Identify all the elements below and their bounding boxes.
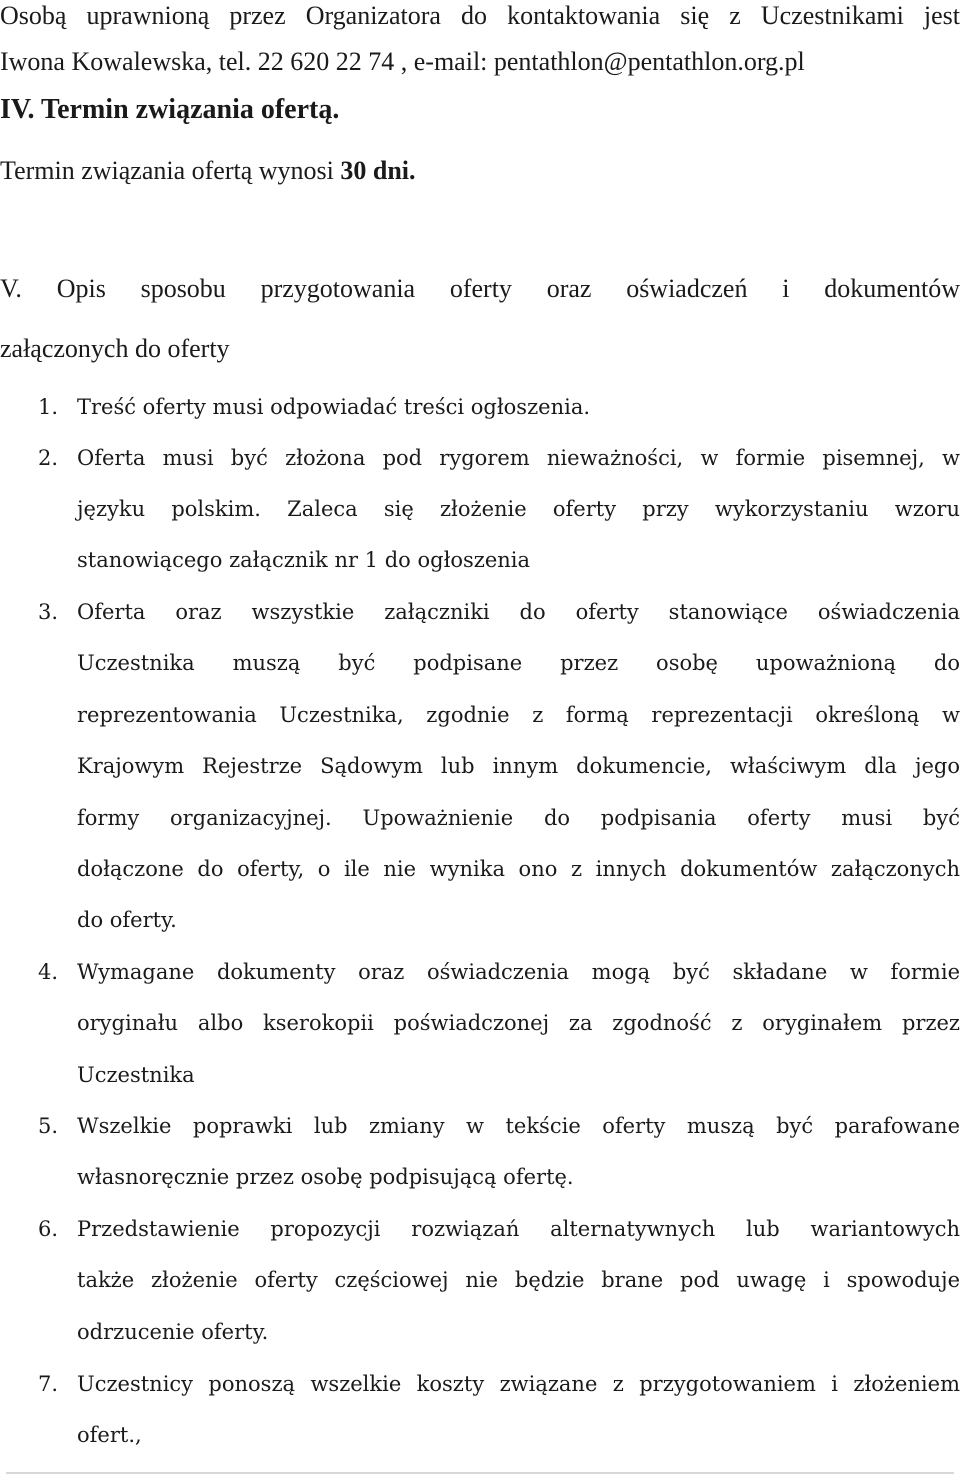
list-item-number: 7. bbox=[38, 1372, 59, 1396]
list-item-number: 4. bbox=[38, 960, 59, 984]
list-item-number: 5. bbox=[38, 1114, 59, 1138]
list-item-line: Oferta oraz wszystkie załączniki do oferty stanowiące oświadczenia bbox=[77, 600, 960, 624]
list-item-line: formy organizacyjnej. Upoważnienie do podpisania oferty musi być bbox=[77, 806, 960, 830]
intro-line-1: Osobą uprawnioną przez Organizatora do kontaktowania się z Uczestnikami jest bbox=[0, 1, 960, 30]
intro-line-2: Iwona Kowalewska, tel. 22 620 22 74 , e-mail: pentathlon@pentathlon.org.pl bbox=[0, 47, 805, 76]
list-item-line: własnoręcznie przez osobę podpisującą ofertę. bbox=[77, 1165, 574, 1189]
list-item-number: 3. bbox=[38, 600, 59, 624]
section-5-heading-line-1: V. Opis sposobu przygotowania oferty oraz oświadczeń i dokumentów bbox=[0, 274, 960, 303]
section-4-heading: IV. Termin związania ofertą. bbox=[0, 94, 340, 125]
list-item-line: do oferty. bbox=[77, 908, 177, 932]
list-item-line: Krajowym Rejestrze Sądowym lub innym dokumencie, właściwym dla jego bbox=[77, 754, 960, 778]
list-item-line: reprezentowania Uczestnika, zgodnie z formą reprezentacji określoną w bbox=[77, 703, 960, 727]
list-item-line: odrzucenie oferty. bbox=[77, 1320, 269, 1344]
list-item-line: także złożenie oferty częściowej nie będzie brane pod uwagę i spowoduje bbox=[77, 1268, 960, 1292]
page-bottom-rule bbox=[6, 1472, 954, 1474]
list-item-number: 1. bbox=[38, 395, 59, 419]
list-item-line: Uczestnicy ponoszą wszelkie koszty związane z przygotowaniem i złożeniem bbox=[77, 1372, 960, 1396]
list-item-line: oryginału albo kserokopii poświadczonej za zgodność z oryginałem przez bbox=[77, 1011, 960, 1035]
section-4-text-prefix: Termin związania ofertą wynosi bbox=[0, 156, 341, 185]
list-item-line: ofert., bbox=[77, 1423, 142, 1447]
list-item-line: dołączone do oferty, o ile nie wynika ono z innych dokumentów załączonych bbox=[77, 857, 960, 881]
list-item-line: Wymagane dokumenty oraz oświadczenia mogą być składane w formie bbox=[77, 960, 960, 984]
list-item-line: Uczestnika muszą być podpisane przez osobę upoważnioną do bbox=[77, 651, 960, 675]
list-item-number: 2. bbox=[38, 446, 59, 470]
section-5-heading-line-2: załączonych do oferty bbox=[0, 334, 230, 363]
list-item-line: języku polskim. Zaleca się złożenie oferty przy wykorzystaniu wzoru bbox=[77, 497, 960, 521]
list-item-line: Przedstawienie propozycji rozwiązań alternatywnych lub wariantowych bbox=[77, 1217, 960, 1241]
section-4-text bbox=[0, 155, 416, 187]
list-item-line: stanowiącego załącznik nr 1 do ogłoszenia bbox=[77, 548, 531, 572]
list-item-line: Uczestnika bbox=[77, 1063, 195, 1087]
section-4-text-bold: 30 dni. bbox=[340, 156, 416, 185]
list-item-line: Oferta musi być złożona pod rygorem nieważności, w formie pisemnej, w bbox=[77, 446, 960, 470]
list-item-line: Treść oferty musi odpowiadać treści ogłoszenia. bbox=[77, 395, 591, 419]
list-item-number: 6. bbox=[38, 1217, 59, 1241]
list-item-line: Wszelkie poprawki lub zmiany w tekście oferty muszą być parafowane bbox=[77, 1114, 960, 1138]
